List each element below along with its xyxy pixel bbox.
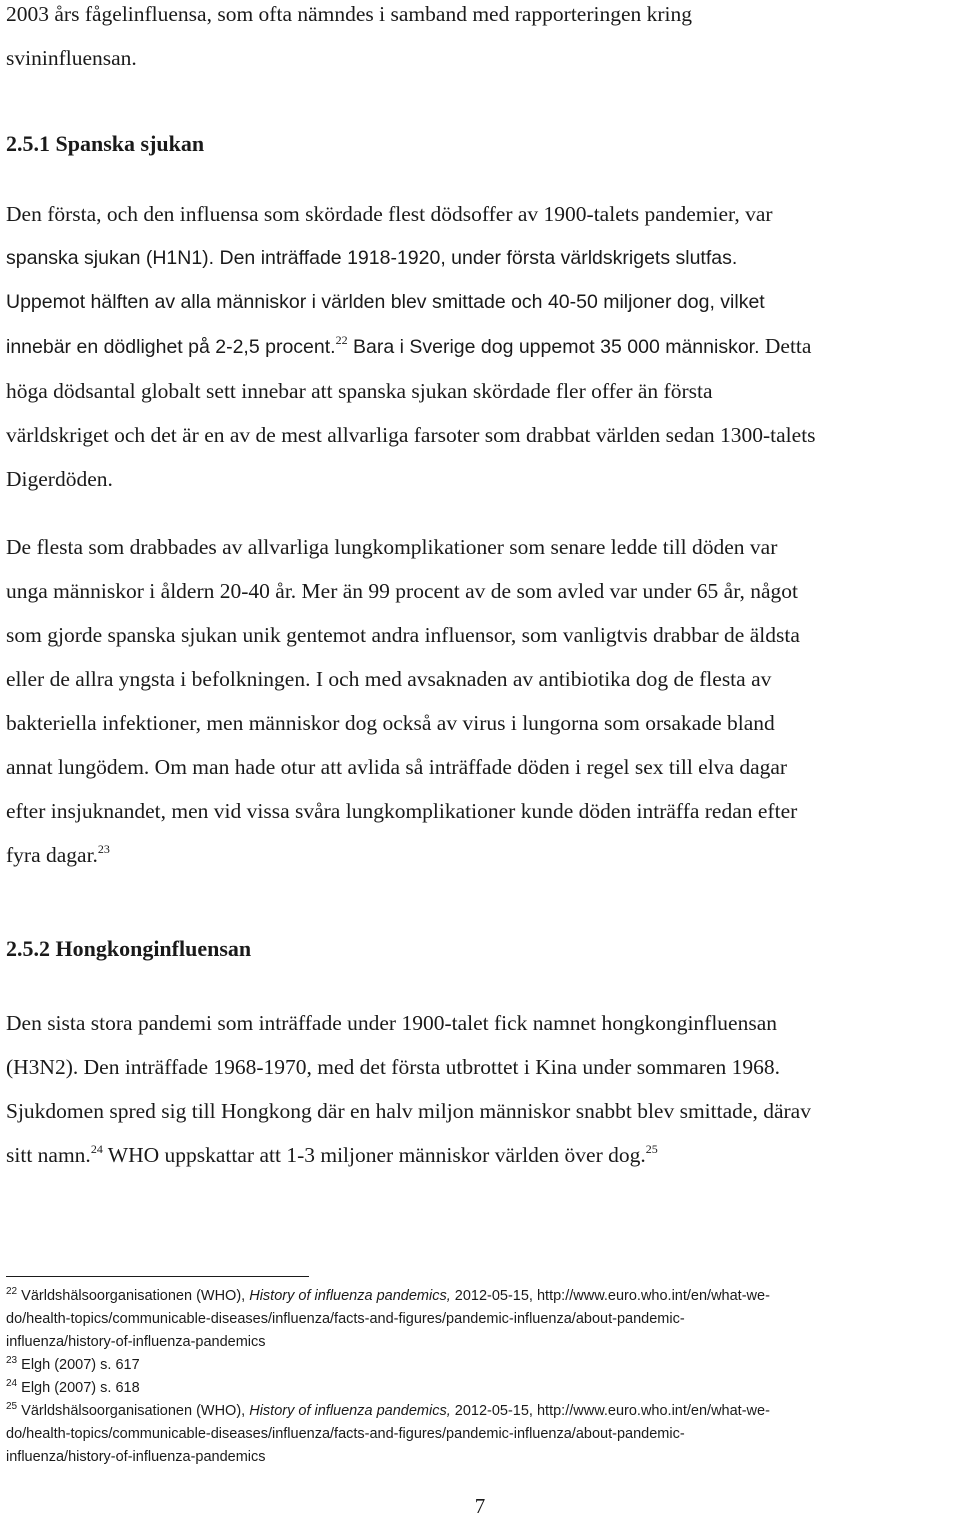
text-line: efter insjuknandet, men vid vissa svåra lungkomplikationer kunde döden inträffa redan efter <box>6 799 798 823</box>
text-line: svininfluensan. <box>6 46 137 70</box>
text-line: De flesta som drabbades av allvarliga lungkomplikationer som senare ledde till döden var <box>6 535 778 559</box>
page-number: 7 <box>474 1494 486 1518</box>
text-line: Den första, och den influensa som skördade flest dödsoffer av 1900-talets pandemier, var <box>6 202 773 226</box>
text-segment: Detta <box>759 334 812 358</box>
footnote-number: 24 <box>6 1378 18 1389</box>
text-segment: sitt namn. <box>6 1143 91 1167</box>
footnote-number: 22 <box>6 1286 18 1297</box>
paragraph-hongkonginfluensan <box>6 1001 960 1177</box>
footnote-text: Världshälsoorganisationen (WHO), <box>17 1403 250 1419</box>
text-line: Uppemot hälften av alla människor i världen blev smittade och 40-50 miljoner dog, vilket <box>6 291 765 313</box>
footnote-url[interactable]: 2012-05-15, http://www.euro.who.int/en/what-we- <box>450 1288 770 1304</box>
footnote-url-line[interactable]: do/health-topics/communicable-diseases/influenza/facts-and-figures/pandemic-influenza/about-pandemic- <box>6 1426 685 1442</box>
text-line: höga dödsantal globalt sett innebar att spanska sjukan skördade fler offer än första <box>6 379 713 403</box>
footnote-reference[interactable]: 22 <box>335 333 348 347</box>
footnote-reference[interactable]: 24 <box>90 1142 103 1156</box>
text-segment: WHO uppskattar att 1-3 miljoner människor världen över dog. <box>102 1143 646 1167</box>
paragraph-spanska-sjukan-2 <box>6 525 960 877</box>
text-line <box>6 324 960 369</box>
paragraph-spanska-sjukan-1 <box>6 192 960 501</box>
footnote-line <box>6 1285 960 1308</box>
text-line <box>6 1133 960 1177</box>
footnote-number: 23 <box>6 1355 18 1366</box>
footnote-24 <box>6 1377 960 1400</box>
footnote-22 <box>6 1285 960 1354</box>
footnote-number: 25 <box>6 1401 18 1412</box>
text-line: bakteriella infektioner, men människor dog också av virus i lungorna som orsakade bland <box>6 711 775 735</box>
text-line: som gjorde spanska sjukan unik gentemot andra influensor, som vanligtvis drabbar de äldsta <box>6 623 800 647</box>
text-line: (H3N2). Den inträffade 1968-1970, med det första utbrottet i Kina under sommaren 1968. <box>6 1055 780 1079</box>
footnote-reference[interactable]: 25 <box>645 1142 658 1156</box>
text-segment: Bara i Sverige dog uppemot 35 000 människor. <box>347 336 760 358</box>
text-line: eller de allra yngsta i befolkningen. I och med avsaknaden av antibiotika dog de flesta av <box>6 667 772 691</box>
text-line: Sjukdomen spred sig till Hongkong där en halv miljon människor snabbt blev smittade, därav <box>6 1099 811 1123</box>
text-line: unga människor i åldern 20-40 år. Mer än 99 procent av de som avled var under 65 år, något <box>6 579 799 603</box>
footnote-text: Världshälsoorganisationen (WHO), <box>17 1288 250 1304</box>
text-line: 2003 års fågelinfluensa, som ofta nämndes i samband med rapporteringen kring <box>6 2 693 26</box>
footnote-reference[interactable]: 23 <box>97 842 110 856</box>
footnote-text: Elgh (2007) s. 617 <box>17 1357 140 1373</box>
text-line: världskriget och det är en av de mest allvarliga farsoter som drabbat världen sedan 1300-talets <box>6 423 816 447</box>
intro-paragraph <box>6 0 956 80</box>
text-line <box>6 833 960 877</box>
footnote-text: Elgh (2007) s. 618 <box>17 1380 140 1396</box>
footnotes <box>6 1285 960 1469</box>
section-heading-hongkonginfluensan: 2.5.2 Hongkonginfluensan <box>6 936 252 961</box>
footnote-line <box>6 1400 960 1423</box>
footnote-url[interactable]: 2012-05-15, http://www.euro.who.int/en/what-we- <box>450 1403 770 1419</box>
text-segment: fyra dagar. <box>6 843 98 867</box>
footnote-separator <box>6 1276 309 1277</box>
text-line: Digerdöden. <box>6 467 113 491</box>
section-heading-spanska-sjukan: 2.5.1 Spanska sjukan <box>6 131 205 156</box>
text-line: spanska sjukan (H1N1). Den inträffade 1918-1920, under första världskrigets slutfas. <box>6 247 738 269</box>
footnote-25 <box>6 1400 960 1469</box>
footnote-url-line[interactable]: influenza/history-of-influenza-pandemics <box>6 1334 266 1350</box>
footnote-23 <box>6 1354 960 1377</box>
footnote-url-line[interactable]: influenza/history-of-influenza-pandemics <box>6 1449 266 1465</box>
text-line: Den sista stora pandemi som inträffade under 1900-talet fick namnet hongkonginfluensan <box>6 1011 778 1035</box>
footnote-title: History of influenza pandemics, <box>249 1403 451 1419</box>
text-segment: innebär en dödlighet på 2-2,5 procent. <box>6 336 336 358</box>
text-line: annat lungödem. Om man hade otur att avlida så inträffade döden i regel sex till elva dagar <box>6 755 788 779</box>
footnote-title: History of influenza pandemics, <box>249 1288 451 1304</box>
footnote-line <box>6 1354 960 1377</box>
footnote-line <box>6 1377 960 1400</box>
footnote-url-line[interactable]: do/health-topics/communicable-diseases/influenza/facts-and-figures/pandemic-influenza/about-pandemic- <box>6 1311 685 1327</box>
